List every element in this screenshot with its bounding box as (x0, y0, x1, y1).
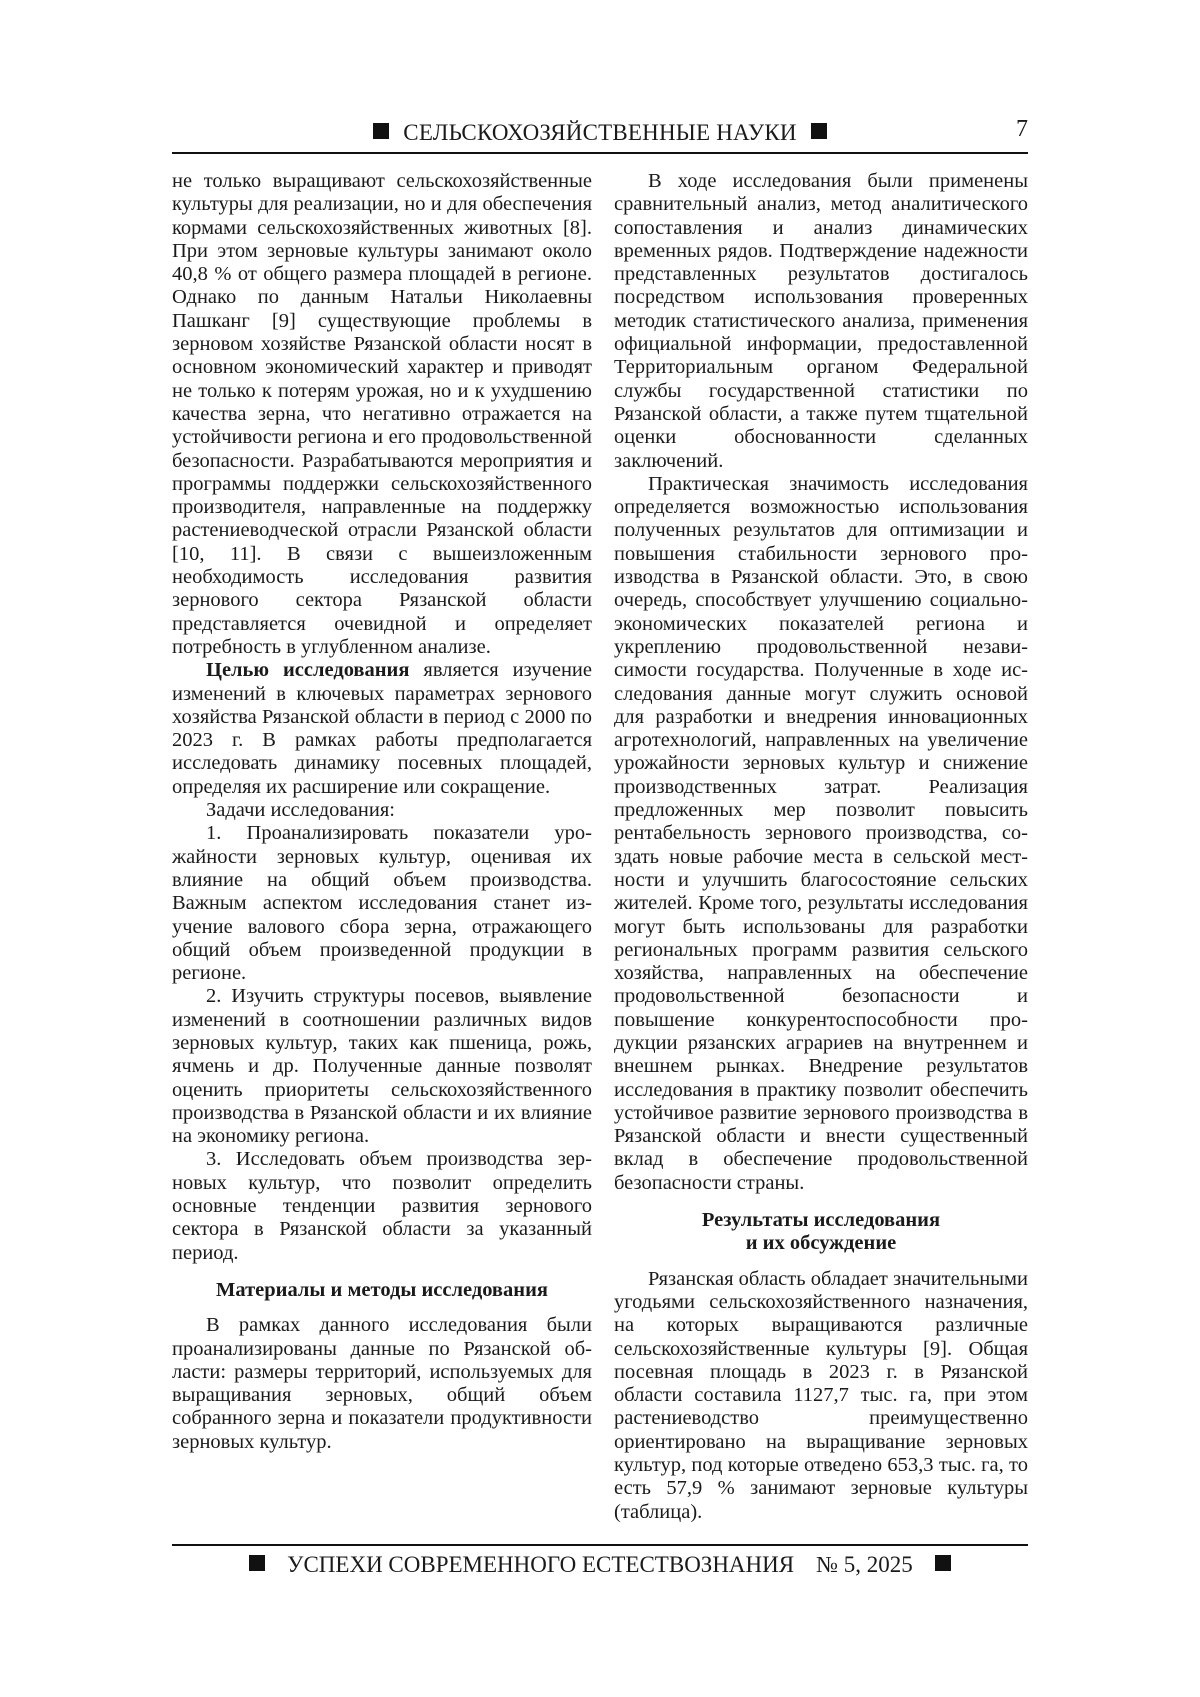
page-footer (172, 1552, 1028, 1578)
paragraph-goal (172, 659, 592, 799)
header-divider (172, 152, 1028, 154)
goal-label: Целью исследования (206, 659, 410, 682)
right-column (614, 170, 1028, 1524)
footer-divider (172, 1544, 1028, 1546)
paragraph-results: Рязанская область обладает значительными угодьями сельскохозяйственного назначения, на которых выращиваются различные сельскохозяйственные культуры [9]. Общая посевная площадь в 2023 г. в Рязанской области составила 1127,7 тыс. га, при этом растениеводство преимущественно ориентировано на выращивание зерновых культур, под которые отведено 653,3 тыс. га, то есть 57,9 % занимают зерновые культуры (таблица). (614, 1267, 1028, 1523)
goal-text: является изучение изменений в ключевых параметрах зернового хозяйства Рязанской области в период с 2000 по 2023 г. В рамках работы предполагается исследовать динамику посевных площадей, определяя их расширение или сокращение. (172, 659, 592, 798)
section-heading-methods: Материалы и методы исследования (216, 1278, 548, 1301)
square-bullet-icon (249, 1555, 265, 1571)
task-item-1: 1. Проанализировать показатели урожайности зерновых культур, оценивая их влияние на общий объем производства. Важным аспектом исследования станет изучение валового сбора зерна, отражающего общий объем произведенной продукции в регионе. (172, 822, 592, 985)
journal-title: УСПЕХИ СОВРЕМЕННОГО ЕСТЕСТВОЗНАНИЯ (287, 1552, 795, 1577)
left-column (172, 170, 592, 1454)
rubric-title: СЕЛЬСКОХОЗЯЙСТВЕННЫЕ НАУКИ (403, 120, 797, 145)
square-bullet-icon (811, 123, 827, 139)
results-heading-line2: и их обсуждение (745, 1232, 897, 1255)
page-number: 7 (1016, 116, 1028, 142)
section-heading-results (614, 1209, 1028, 1256)
tasks-title: Задачи исследования: (206, 799, 395, 822)
square-bullet-icon (935, 1555, 951, 1571)
paragraph-methods: В рамках данного исследования были проанализированы данные по Рязанской области: размеры территорий, используемых для выращивания зерновых, общий объем собранного зерна и показатели продуктивности зерновых культур. (172, 1314, 592, 1453)
paragraph-intro-continued: не только выращивают сельскохозяйственные культуры для реализации, но и для обеспечения кормами сельскохозяйственных животных [8]. При этом зерновые культуры занимают около 40,8 % от общего размера площадей в регионе. Однако по данным Натальи Николаевны Пашканг [9] существующие проблемы в зерновом хозяйстве Рязанской области носят в основном экономический характер и приводят не только к потерям урожая, но и к ухудшению качества зерна, что негативно отражается на устойчивости региона и его продовольственной безопасности. Разрабатываются мероприятия и программы поддержки сельскохозяйственного производителя, направленные на поддержку растениеводческой отрасли Рязанской области [10, 11]. В связи с вышеизложенным необходимость исследования развития зернового сектора Рязанской области представляется очевидной и определяет потребность в углубленном анализе. (172, 170, 592, 658)
page-header (172, 116, 1028, 152)
results-heading-line1: Результаты исследования (701, 1209, 941, 1232)
task-item-3: 3. Исследовать объем производства зерновых культур, что позволит определить основные тенденции развития зернового сектора в Рязанской области за указанный период. (172, 1148, 592, 1264)
section-rubric (172, 120, 1028, 146)
issue-number: № 5, 2025 (816, 1552, 913, 1577)
paragraph-methods-applied: В ходе исследования были применены сравнительный анализ, метод аналитического сопоставления и анализ динамических временных рядов. Подтверждение надежности представленных результатов достигалось посредством использования проверенных методик статистического анализа, применения официальной информации, предоставленной Территориальным органом Федеральной службы государственной статистики по Рязанской области, а также путем тщательной оценки обоснованности сделанных заключений. (614, 170, 1028, 472)
square-bullet-icon (373, 123, 389, 139)
paragraph-practical-significance: Практическая значимость исследования определяется возможностью использования полученных результатов для оптимизации и повышения стабильности зернового производства в Рязанской области. Это, в свою очередь, способствует улучшению социально-экономических показателей региона и укреплению продовольственной независимости государства. Полученные в ходе исследования данные могут служить основой для разработки и внедрения инновационных агротехнологий, направленных на увеличение урожайности зерновых культур и снижение производственных затрат. Реализация предложенных мер позволит повысить рентабельность зернового производства, создать новые рабочие места в сельской местности и улучшить благосостояние сельских жителей. Кроме того, результаты исследования могут быть использованы для разработки региональных программ развития сельского хозяйства, направленных на обеспечение продовольственной безопасности и повышение конкурентоспособности продукции рязанских аграриев на внутреннем и внешнем рынках. Внедрение результатов исследования в практику позволит обеспечить устойчивое развитие зернового производства в Рязанской области и внести существенный вклад в обеспечение продовольственной безопасности страны. (614, 472, 1028, 1194)
task-item-2: 2. Изучить структуры посевов, выявление изменений в соотношении различных видов зерновых культур, таких как пшеница, рожь, ячмень и др. Полученные данные позволят оценить приоритеты сельскохозяйственного производства в Рязанской области и их влияние на экономику региона. (172, 985, 592, 1148)
